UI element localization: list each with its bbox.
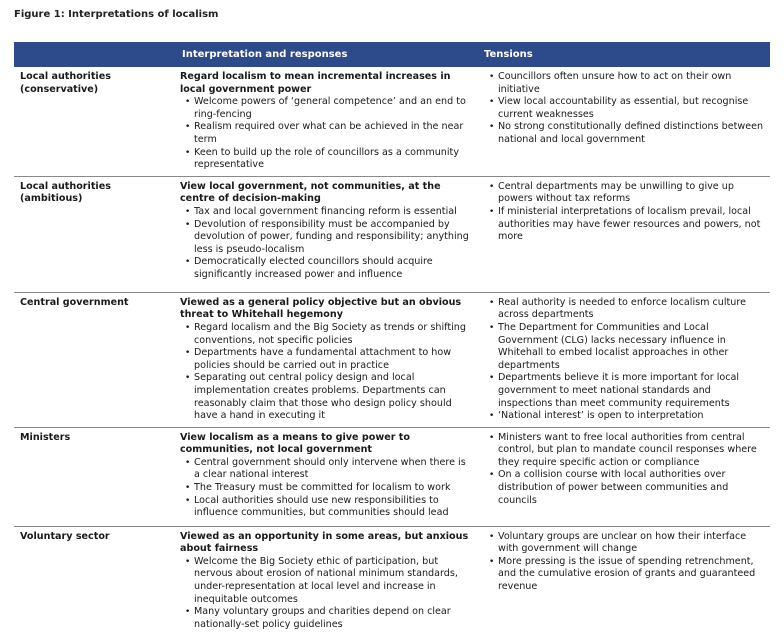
header-interpretation: Interpretation and responses: [176, 42, 478, 67]
header-blank: [14, 42, 176, 67]
interpretation-cell: [176, 526, 478, 639]
list-item: • The Treasury must be committed for localism to work: [180, 482, 472, 495]
list-item: • If ministerial interpretations of localism prevail, local authorities may have fewer resources and powers, not more: [484, 206, 764, 244]
list-item: • Departments have a fundamental attachment to how policies should be carried out in practice: [180, 347, 472, 372]
table-row: [14, 176, 770, 292]
list-item: • Realism required over what can be achieved in the near term: [180, 121, 472, 146]
list-item: • Keen to build up the role of councillors as a community representative: [180, 147, 472, 172]
list-item: • Democratically elected councillors should acquire significantly increased power and influence: [180, 256, 472, 281]
row-label: Ministers: [14, 427, 176, 526]
list-item: • Tax and local government financing reform is essential: [180, 206, 472, 219]
interpretation-lead: Viewed as a general policy objective but an obvious threat to Whitehall hegemony: [180, 296, 462, 321]
interpretation-list: [180, 206, 472, 282]
list-item: • Welcome the Big Society ethic of participation, but nervous about erosion of national minimum standards, under-representation at local level and increase in inequitable outcomes: [180, 556, 472, 606]
row-label: Central government: [14, 292, 176, 427]
interpretation-list: [180, 457, 472, 520]
interpretation-lead: Regard localism to mean incremental increases in local government power: [180, 71, 451, 95]
list-item: • Central government should only intervene when there is a clear national interest: [180, 457, 472, 482]
tensions-cell: [478, 292, 770, 427]
table-row: [14, 526, 770, 639]
tensions-list: [484, 297, 764, 423]
list-item: • Separating out central policy design and local implementation creates problems. Departments can reasonably claim that those who design policy should have a hand in executing it: [180, 372, 472, 422]
tensions-list: [484, 531, 764, 594]
interpretation-cell: [176, 67, 478, 176]
interpretation-list: [180, 556, 472, 632]
list-item: • Regard localism and the Big Society as trends or shifting conventions, not specific policies: [180, 322, 472, 347]
list-item: • Voluntary groups are unclear on how their interface with government will change: [484, 531, 764, 556]
tensions-list: [484, 181, 764, 244]
list-item: • ‘National interest’ is open to interpretation: [484, 410, 764, 423]
list-item: • Councillors often unsure how to act on their own initiative: [484, 71, 764, 96]
row-label: Voluntary sector: [20, 530, 110, 542]
list-item: • View local accountability as essential, but recognise current weaknesses: [484, 96, 764, 121]
list-item: • No strong constitutionally defined distinctions between national and local government: [484, 121, 764, 146]
list-item: • On a collision course with local authorities over distribution of power between communities and councils: [484, 469, 764, 507]
list-item: • Ministers want to free local authorities from central control, but plan to mandate council responses where they require specific action or compliance: [484, 432, 764, 470]
interpretation-list: [180, 322, 472, 423]
header-tensions: Tensions: [478, 42, 770, 67]
interpretation-list: [180, 96, 472, 172]
list-item: • Welcome powers of ‘general competence’ and an end to ring-fencing: [180, 96, 472, 121]
row-label: Local authorities (conservative): [14, 67, 176, 176]
list-item: • Real authority is needed to enforce localism culture across departments: [484, 297, 764, 322]
list-item: • The Department for Communities and Local Government (CLG) lacks necessary influence in Whitehall to embed localist approaches in other departments: [484, 322, 764, 372]
list-item: • Central departments may be unwilling to give up powers without tax reforms: [484, 181, 764, 206]
tensions-cell: [478, 176, 770, 292]
tensions-cell: [478, 67, 770, 176]
table-row: [14, 292, 770, 427]
interpretation-lead: Viewed as an opportunity in some areas, but anxious about fairness: [180, 530, 469, 555]
row-label: Local authorities (ambitious): [14, 176, 176, 292]
list-item: • Departments believe it is more important for local government to meet national standards and inspections than meet community requirements: [484, 372, 764, 410]
interpretation-lead: View localism as a means to give power to communities, not local government: [180, 431, 410, 456]
tensions-list: [484, 432, 764, 508]
list-item: • Devolution of responsibility must be accompanied by devolution of power, funding and responsibility; anything less is pseudo-localism: [180, 219, 472, 257]
tensions-list: [484, 71, 764, 147]
interpretation-cell: [176, 176, 478, 292]
interpretation-cell: [176, 292, 478, 427]
table-row: [14, 67, 770, 176]
list-item: • More pressing is the issue of spending retrenchment, and the cumulative erosion of grants and guaranteed revenue: [484, 556, 764, 594]
header-row: [14, 42, 770, 67]
figure-title: Figure 1: Interpretations of localism: [14, 9, 219, 20]
tensions-cell: [478, 526, 770, 639]
list-item: • Local authorities should use new responsibilities to influence communities, but communities should lead: [180, 495, 472, 520]
tensions-cell: [478, 427, 770, 526]
interpretation-lead: View local government, not communities, at the centre of decision-making: [180, 180, 441, 205]
interpretation-cell: [176, 427, 478, 526]
list-item: • Many voluntary groups and charities depend on clear nationally-set policy guidelines: [180, 606, 472, 631]
localism-table: [14, 42, 770, 639]
table-row: [14, 427, 770, 526]
